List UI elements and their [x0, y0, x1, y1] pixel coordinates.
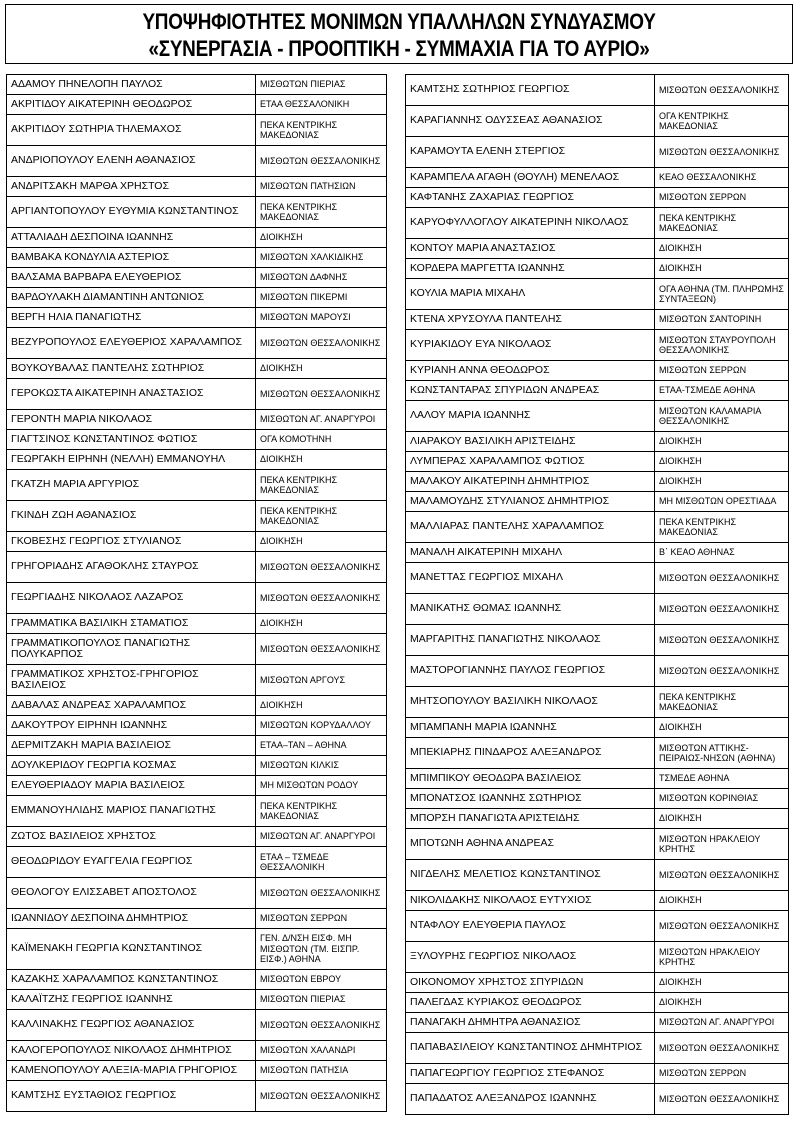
- table-row: [7, 696, 387, 716]
- table-row: [406, 942, 789, 973]
- candidate-department: ΔΙΟΙΚΗΣΗ: [256, 450, 387, 470]
- table-row: [406, 208, 789, 239]
- candidate-name: ΜΑΣΤΟΡΟΓΙΑΝΝΗΣ ΠΑΥΛΟΣ ΓΕΩΡΓΙΟΣ: [406, 656, 655, 687]
- candidates-table-right: [405, 74, 789, 1115]
- candidate-department: ΠΕΚΑ ΚΕΝΤΡΙΚΗΣ ΜΑΚΕΔΟΝΙΑΣ: [256, 501, 387, 532]
- candidate-name: ΜΑΝΕΤΤΑΣ ΓΕΩΡΓΙΟΣ ΜΙΧΑΗΛ: [406, 563, 655, 594]
- candidate-name: ΚΑΡΑΜΠΕΛΑ ΑΓΑΘΗ (ΘΟΥΛΗ) ΜΕΝΕΛΑΟΣ: [406, 168, 655, 188]
- candidate-department: ΔΙΟΙΚΗΣΗ: [655, 452, 789, 472]
- candidate-name: ΓΚΑΤΖΗ ΜΑΡΙΑ ΑΡΓΥΡΙΟΣ: [7, 470, 256, 501]
- candidate-name: ΝΤΑΦΛΟΥ ΕΛΕΥΘΕΡΙΑ ΠΑΥΛΟΣ: [406, 911, 655, 942]
- table-row: [406, 361, 789, 381]
- candidate-department: ΔΙΟΙΚΗΣΗ: [655, 973, 789, 993]
- table-row: [7, 146, 387, 177]
- candidates-table-left: [6, 74, 387, 1112]
- table-row: [406, 860, 789, 891]
- candidate-department: ΜΙΣΘΩΤΩΝ ΣΕΡΡΩΝ: [256, 909, 387, 929]
- candidate-department: ΜΙΣΘΩΤΩΝ ΑΡΓΟΥΣ: [256, 665, 387, 696]
- candidate-name: ΓΙΑΓΤΣΙΝΟΣ ΚΩΝΣΤΑΝΤΙΝΟΣ ΦΩΤΙΟΣ: [7, 430, 256, 450]
- table-row: [406, 718, 789, 738]
- title-box: [5, 4, 793, 64]
- candidate-department: ΜΙΣΘΩΤΩΝ ΘΕΣΣΑΛΟΝΙΚΗΣ: [256, 146, 387, 177]
- table-row: [406, 381, 789, 401]
- candidate-name: ΔΑΒΑΛΑΣ ΑΝΔΡΕΑΣ ΧΑΡΑΛΑΜΠΟΣ: [7, 696, 256, 716]
- table-row: [406, 769, 789, 789]
- candidate-department: ΜΙΣΘΩΤΩΝ ΘΕΣΣΑΛΟΝΙΚΗΣ: [655, 656, 789, 687]
- table-row: [7, 328, 387, 359]
- candidate-department: ΜΙΣΘΩΤΩΝ ΠΙΕΡΙΑΣ: [256, 990, 387, 1010]
- table-row: [406, 738, 789, 769]
- candidate-department: ΓΕΝ. Δ/ΝΣΗ ΕΙΣΦ. ΜΗ ΜΙΣΘΩΤΩΝ (ΤΜ. ΕΙΣΠΡ. ΕΙΣΦ.) ΑΘΗΝΑ: [256, 929, 387, 970]
- table-row: [406, 401, 789, 432]
- table-row: [7, 1061, 387, 1081]
- table-row: [406, 1084, 789, 1115]
- candidate-name: ΛΥΜΠΕΡΑΣ ΧΑΡΑΛΑΜΠΟΣ ΦΩΤΙΟΣ: [406, 452, 655, 472]
- candidate-department: ΜΙΣΘΩΤΩΝ ΚΟΡΙΝΘΙΑΣ: [655, 789, 789, 809]
- candidate-name: ΜΑΛΑΜΟΥΔΗΣ ΣΤΥΛΙΑΝΟΣ ΔΗΜΗΤΡΙΟΣ: [406, 492, 655, 512]
- table-row: [7, 308, 387, 328]
- table-row: [7, 634, 387, 665]
- candidate-name: ΚΑΖΑΚΗΣ ΧΑΡΑΛΑΜΠΟΣ ΚΩΝΣΤΑΝΤΙΝΟΣ: [7, 970, 256, 990]
- table-row: [7, 501, 387, 532]
- candidate-department: ΔΙΟΙΚΗΣΗ: [256, 228, 387, 248]
- table-row: [406, 1064, 789, 1084]
- candidate-name: ΕΜΜΑΝΟΥΗΛΙΔΗΣ ΜΑΡΙΟΣ ΠΑΝΑΓΙΩΤΗΣ: [7, 796, 256, 827]
- candidate-department: ΟΓΑ ΑΘΗΝΑ (ΤΜ. ΠΛΗΡΩΜΗΣ ΣΥΝΤΑΞΕΩΝ): [655, 279, 789, 310]
- candidate-name: ΓΕΩΡΓΙΑΔΗΣ ΝΙΚΟΛΑΟΣ ΛΑΖΑΡΟΣ: [7, 583, 256, 614]
- candidate-name: ΓΡΑΜΜΑΤΙΚΑ ΒΑΣΙΛΙΚΗ ΣΤΑΜΑΤΙΟΣ: [7, 614, 256, 634]
- candidate-name: ΚΑΪΜΕΝΑΚΗ ΓΕΩΡΓΙΑ ΚΩΝΣΤΑΝΤΙΝΟΣ: [7, 929, 256, 970]
- candidate-department: ΜΙΣΘΩΤΩΝ ΘΕΣΣΑΛΟΝΙΚΗΣ: [655, 1033, 789, 1064]
- candidate-name: ΙΩΑΝΝΙΔΟΥ ΔΕΣΠΟΙΝΑ ΔΗΜΗΤΡΙΟΣ: [7, 909, 256, 929]
- table-row: [7, 1041, 387, 1061]
- table-row: [406, 452, 789, 472]
- candidate-name: ΚΑΡΥΟΦΥΛΛΟΓΛΟΥ ΑΙΚΑΤΕΡΙΝΗ ΝΙΚΟΛΑΟΣ: [406, 208, 655, 239]
- candidate-department: ΜΙΣΘΩΤΩΝ ΘΕΣΣΑΛΟΝΙΚΗΣ: [256, 552, 387, 583]
- candidate-department: ΜΙΣΘΩΤΩΝ ΑΤΤΙΚΗΣ-ΠΕΙΡΑΙΩΣ-ΝΗΣΩΝ (ΑΘΗΝΑ): [655, 738, 789, 769]
- candidate-department: ΜΙΣΘΩΤΩΝ ΣΕΡΡΩΝ: [655, 1064, 789, 1084]
- table-row: [7, 796, 387, 827]
- candidate-department: ΜΙΣΘΩΤΩΝ ΜΑΡΟΥΣΙ: [256, 308, 387, 328]
- candidate-department: ΤΣΜΕΔΕ ΑΘΗΝΑ: [655, 769, 789, 789]
- candidate-department: ΔΙΟΙΚΗΣΗ: [256, 359, 387, 379]
- table-row: [406, 75, 789, 106]
- title-line-1: ΥΠΟΨΗΦΙΟΤΗΤΕΣ ΜΟΝΙΜΩΝ ΥΠΑΛΛΗΛΩΝ ΣΥΝΔΥΑΣΜΟΥ: [142, 9, 656, 34]
- candidate-name: ΒΑΜΒΑΚΑ ΚΟΝΔΥΛΙΑ ΑΣΤΕΡΙΟΣ: [7, 248, 256, 268]
- table-row: [406, 625, 789, 656]
- candidate-name: ΛΑΛΟΥ ΜΑΡΙΑ ΙΩΑΝΝΗΣ: [406, 401, 655, 432]
- table-row: [7, 552, 387, 583]
- candidate-department: ΔΙΟΙΚΗΣΗ: [655, 432, 789, 452]
- table-row: [7, 95, 387, 115]
- candidate-name: ΜΠΟΝΑΤΣΟΣ ΙΩΑΝΝΗΣ ΣΩΤΗΡΙΟΣ: [406, 789, 655, 809]
- candidate-name: ΒΕΡΓΗ ΗΛΙΑ ΠΑΝΑΓΙΩΤΗΣ: [7, 308, 256, 328]
- candidate-department: ΜΙΣΘΩΤΩΝ ΧΑΛΑΝΔΡΙ: [256, 1041, 387, 1061]
- table-row: [406, 188, 789, 208]
- candidate-department: ΠΕΚΑ ΚΕΝΤΡΙΚΗΣ ΜΑΚΕΔΟΝΙΑΣ: [256, 115, 387, 146]
- candidate-department: ΜΙΣΘΩΤΩΝ ΕΒΡΟΥ: [256, 970, 387, 990]
- candidate-name: ΓΡΑΜΜΑΤΙΚΟΣ ΧΡΗΣΤΟΣ-ΓΡΗΓΟΡΙΟΣ ΒΑΣΙΛΕΙΟΣ: [7, 665, 256, 696]
- candidate-name: ΜΠΕΚΙΑΡΗΣ ΠΙΝΔΑΡΟΣ ΑΛΕΞΑΝΔΡΟΣ: [406, 738, 655, 769]
- candidate-name: ΚΥΡΙΑΝΗ ΑΝΝΑ ΘΕΟΔΩΡΟΣ: [406, 361, 655, 381]
- candidate-department: Β΄ ΚΕΑΟ ΑΘΗΝΑΣ: [655, 543, 789, 563]
- candidate-name: ΓΚΙΝΔΗ ΖΩΗ ΑΘΑΝΑΣΙΟΣ: [7, 501, 256, 532]
- candidate-department: ΜΙΣΘΩΤΩΝ ΠΙΕΡΙΑΣ: [256, 75, 387, 95]
- table-row: [7, 990, 387, 1010]
- table-row: [7, 359, 387, 379]
- table-row: [7, 665, 387, 696]
- candidate-name: ΑΔΑΜΟΥ ΠΗΝΕΛΟΠΗ ΠΑΥΛΟΣ: [7, 75, 256, 95]
- candidate-department: ΕΤΑΑ – ΤΣΜΕΔΕ ΘΕΣΣΑΛΟΝΙΚΗ: [256, 847, 387, 878]
- candidate-name: ΓΕΡΟΝΤΗ ΜΑΡΙΑ ΝΙΚΟΛΑΟΣ: [7, 410, 256, 430]
- table-row: [7, 909, 387, 929]
- candidate-name: ΓΚΟΒΕΣΗΣ ΓΕΩΡΓΙΟΣ ΣΤΥΛΙΑΝΟΣ: [7, 532, 256, 552]
- candidate-name: ΑΡΓΙΑΝΤΟΠΟΥΛΟΥ ΕΥΘΥΜΙΑ ΚΩΝΣΤΑΝΤΙΝΟΣ: [7, 197, 256, 228]
- candidate-name: ΚΑΡΑΓΙΑΝΝΗΣ ΟΔΥΣΣΕΑΣ ΑΘΑΝΑΣΙΟΣ: [406, 106, 655, 137]
- candidate-department: ΠΕΚΑ ΚΕΝΤΡΙΚΗΣ ΜΑΚΕΔΟΝΙΑΣ: [256, 197, 387, 228]
- candidate-department: ΜΙΣΘΩΤΩΝ ΣΤΑΥΡΟΥΠΟΛΗ ΘΕΣΣΑΛΟΝΙΚΗΣ: [655, 330, 789, 361]
- candidate-name: ΓΕΡΟΚΩΣΤΑ ΑΙΚΑΤΕΡΙΝΗ ΑΝΑΣΤΑΣΙΟΣ: [7, 379, 256, 410]
- title-line-2: «ΣΥΝΕΡΓΑΣΙΑ - ΠΡΟΟΠΤΙΚΗ - ΣΥΜΜΑΧΙΑ ΓΙΑ ΤΟ ΑΥΡΙΟ»: [148, 36, 650, 61]
- candidate-department: ΕΤΑΑ-ΤΣΜΕΔΕ ΑΘΗΝΑ: [655, 381, 789, 401]
- candidate-department: ΜΙΣΘΩΤΩΝ ΗΡΑΚΛΕΙΟΥ ΚΡΗΤΗΣ: [655, 829, 789, 860]
- candidate-department: ΔΙΟΙΚΗΣΗ: [256, 532, 387, 552]
- candidate-department: ΜΙΣΘΩΤΩΝ ΑΓ. ΑΝΑΡΓΥΡΟΙ: [256, 827, 387, 847]
- candidate-department: ΜΙΣΘΩΤΩΝ ΘΕΣΣΑΛΟΝΙΚΗΣ: [256, 1081, 387, 1112]
- candidate-name: ΚΩΝΣΤΑΝΤΑΡΑΣ ΣΠΥΡΙΔΩΝ ΑΝΔΡΕΑΣ: [406, 381, 655, 401]
- candidate-department: ΔΙΟΙΚΗΣΗ: [655, 472, 789, 492]
- table-row: [7, 756, 387, 776]
- table-row: [406, 656, 789, 687]
- table-row: [7, 1081, 387, 1112]
- candidate-name: ΘΕΟΛΟΓΟΥ ΕΛΙΣΣΑΒΕΤ ΑΠΟΣΤΟΛΟΣ: [7, 878, 256, 909]
- candidate-name: ΒΑΡΔΟΥΛΑΚΗ ΔΙΑΜΑΝΤΙΝΗ ΑΝΤΩΝΙΟΣ: [7, 288, 256, 308]
- candidate-department: ΜΙΣΘΩΤΩΝ ΠΑΤΗΣΙΩΝ: [256, 177, 387, 197]
- candidate-name: ΜΠΟΡΣΗ ΠΑΝΑΓΙΩΤΑ ΑΡΙΣΤΕΙΔΗΣ: [406, 809, 655, 829]
- table-row: [7, 450, 387, 470]
- candidate-name: ΜΑΝΑΛΗ ΑΙΚΑΤΕΡΙΝΗ ΜΙΧΑΗΛ: [406, 543, 655, 563]
- table-row: [7, 75, 387, 95]
- candidate-name: ΚΟΝΤΟΥ ΜΑΡΙΑ ΑΝΑΣΤΑΣΙΟΣ: [406, 239, 655, 259]
- candidate-name: ΝΙΚΟΛΙΔΑΚΗΣ ΝΙΚΟΛΑΟΣ ΕΥΤΥΧΙΟΣ: [406, 891, 655, 911]
- candidate-department: ΔΙΟΙΚΗΣΗ: [256, 696, 387, 716]
- candidate-name: ΘΕΟΔΩΡΙΔΟΥ ΕΥΑΓΓΕΛΙΑ ΓΕΩΡΓΙΟΣ: [7, 847, 256, 878]
- candidate-name: ΠΑΠΑΒΑΣΙΛΕΙΟΥ ΚΩΝΣΤΑΝΤΙΝΟΣ ΔΗΜΗΤΡΙΟΣ: [406, 1033, 655, 1064]
- candidate-department: ΜΙΣΘΩΤΩΝ ΗΡΑΚΛΕΙΟΥ ΚΡΗΤΗΣ: [655, 942, 789, 973]
- table-row: [7, 776, 387, 796]
- table-row: [406, 911, 789, 942]
- candidate-department: ΜΙΣΘΩΤΩΝ ΘΕΣΣΑΛΟΝΙΚΗΣ: [256, 328, 387, 359]
- table-row: [406, 259, 789, 279]
- candidate-name: ΑΝΔΡΙΤΣΑΚΗ ΜΑΡΘΑ ΧΡΗΣΤΟΣ: [7, 177, 256, 197]
- candidate-name: ΚΟΡΔΕΡΑ ΜΑΡΓΕΤΤΑ ΙΩΑΝΝΗΣ: [406, 259, 655, 279]
- candidate-department: ΟΓΑ ΚΟΜΟΤΗΝΗ: [256, 430, 387, 450]
- candidate-name: ΑΤΤΑΛΙΑΔΗ ΔΕΣΠΟΙΝΑ ΙΩΑΝΝΗΣ: [7, 228, 256, 248]
- table-row: [406, 829, 789, 860]
- candidate-department: ΠΕΚΑ ΚΕΝΤΡΙΚΗΣ ΜΑΚΕΔΟΝΙΑΣ: [256, 470, 387, 501]
- candidate-name: ΜΠΟΤΩΝΗ ΑΘΗΝΑ ΑΝΔΡΕΑΣ: [406, 829, 655, 860]
- candidate-department: ΠΕΚΑ ΚΕΝΤΡΙΚΗΣ ΜΑΚΕΔΟΝΙΑΣ: [655, 208, 789, 239]
- candidate-department: ΜΙΣΘΩΤΩΝ ΔΑΦΝΗΣ: [256, 268, 387, 288]
- candidate-department: ΜΙΣΘΩΤΩΝ ΣΕΡΡΩΝ: [655, 361, 789, 381]
- table-row: [406, 168, 789, 188]
- table-row: [7, 410, 387, 430]
- table-row: [406, 279, 789, 310]
- candidate-department: ΜΙΣΘΩΤΩΝ ΘΕΣΣΑΛΟΝΙΚΗΣ: [256, 583, 387, 614]
- candidate-department: ΜΙΣΘΩΤΩΝ ΧΑΛΚΙΔΙΚΗΣ: [256, 248, 387, 268]
- candidate-department: ΜΙΣΘΩΤΩΝ ΘΕΣΣΑΛΟΝΙΚΗΣ: [655, 563, 789, 594]
- candidate-name: ΚΑΜΤΣΗΣ ΣΩΤΗΡΙΟΣ ΓΕΩΡΓΙΟΣ: [406, 75, 655, 106]
- table-row: [406, 891, 789, 911]
- candidate-name: ΜΗΤΣΟΠΟΥΛΟΥ ΒΑΣΙΛΙΚΗ ΝΙΚΟΛΑΟΣ: [406, 687, 655, 718]
- table-row: [406, 239, 789, 259]
- table-row: [406, 563, 789, 594]
- candidate-name: ΑΚΡΙΤΙΔΟΥ ΣΩΤΗΡΙΑ ΤΗΛΕΜΑΧΟΣ: [7, 115, 256, 146]
- candidate-department: ΕΤΑΑ–ΤΑΝ – ΑΘΗΝΑ: [256, 736, 387, 756]
- candidate-department: ΜΙΣΘΩΤΩΝ ΘΕΣΣΑΛΟΝΙΚΗΣ: [655, 860, 789, 891]
- table-row: [7, 847, 387, 878]
- table-row: [7, 248, 387, 268]
- candidate-name: ΜΑΛΑΚΟΥ ΑΙΚΑΤΕΡΙΝΗ ΔΗΜΗΤΡΙΟΣ: [406, 472, 655, 492]
- candidate-department: ΕΤΑΑ ΘΕΣΣΑΛΟΝΙΚΗ: [256, 95, 387, 115]
- candidate-department: ΜΙΣΘΩΤΩΝ ΘΕΣΣΑΛΟΝΙΚΗΣ: [655, 137, 789, 168]
- candidate-name: ΓΕΩΡΓΑΚΗ ΕΙΡΗΝΗ (ΝΕΛΛΗ) ΕΜΜΑΝΟΥΗΛ: [7, 450, 256, 470]
- table-row: [406, 512, 789, 543]
- candidate-name: ΚΟΥΛΙΑ ΜΑΡΙΑ ΜΙΧΑΗΛ: [406, 279, 655, 310]
- table-row: [7, 716, 387, 736]
- candidate-name: ΚΑΛΑΪΤΖΗΣ ΓΕΩΡΓΙΟΣ ΙΩΑΝΝΗΣ: [7, 990, 256, 1010]
- candidate-department: ΔΙΟΙΚΗΣΗ: [655, 239, 789, 259]
- table-row: [406, 137, 789, 168]
- candidate-department: ΜΙΣΘΩΤΩΝ ΚΟΡΥΔΑΛΛΟΥ: [256, 716, 387, 736]
- candidate-department: ΜΙΣΘΩΤΩΝ ΠΙΚΕΡΜΙ: [256, 288, 387, 308]
- candidate-name: ΒΕΖΥΡΟΠΟΥΛΟΣ ΕΛΕΥΘΕΡΙΟΣ ΧΑΡΑΛΑΜΠΟΣ: [7, 328, 256, 359]
- candidate-department: ΔΙΟΙΚΗΣΗ: [655, 259, 789, 279]
- candidate-name: ΠΑΛΕΓΔΑΣ ΚΥΡΙΑΚΟΣ ΘΕΟΔΩΡΟΣ: [406, 993, 655, 1013]
- table-row: [406, 809, 789, 829]
- candidate-name: ΚΑΡΑΜΟΥΤΑ ΕΛΕΝΗ ΣΤΕΡΓΙΟΣ: [406, 137, 655, 168]
- table-row: [406, 543, 789, 563]
- candidate-name: ΔΕΡΜΙΤΖΑΚΗ ΜΑΡΙΑ ΒΑΣΙΛΕΙΟΣ: [7, 736, 256, 756]
- candidate-department: ΜΙΣΘΩΤΩΝ ΑΓ. ΑΝΑΡΓΥΡΟΙ: [655, 1013, 789, 1033]
- candidate-department: ΜΗ ΜΙΣΘΩΤΩΝ ΡΟΔΟΥ: [256, 776, 387, 796]
- candidate-name: ΔΟΥΛΚΕΡΙΔΟΥ ΓΕΩΡΓΙΑ ΚΟΣΜΑΣ: [7, 756, 256, 776]
- candidate-department: ΔΙΟΙΚΗΣΗ: [655, 718, 789, 738]
- candidate-name: ΚΑΛΟΓΕΡΟΠΟΥΛΟΣ ΝΙΚΟΛΑΟΣ ΔΗΜΗΤΡΙΟΣ: [7, 1041, 256, 1061]
- candidate-department: ΜΙΣΘΩΤΩΝ ΘΕΣΣΑΛΟΝΙΚΗΣ: [256, 379, 387, 410]
- candidate-name: ΜΑΛΛΙΑΡΑΣ ΠΑΝΤΕΛΗΣ ΧΑΡΑΛΑΜΠΟΣ: [406, 512, 655, 543]
- candidate-name: ΖΩΤΟΣ ΒΑΣΙΛΕΙΟΣ ΧΡΗΣΤΟΣ: [7, 827, 256, 847]
- candidate-name: ΚΑΜΤΣΗΣ ΕΥΣΤΑΘΙΟΣ ΓΕΩΡΓΙΟΣ: [7, 1081, 256, 1112]
- table-row: [7, 736, 387, 756]
- table-row: [7, 827, 387, 847]
- table-row: [406, 687, 789, 718]
- table-row: [406, 1033, 789, 1064]
- table-row: [7, 379, 387, 410]
- table-row: [406, 594, 789, 625]
- table-row: [7, 583, 387, 614]
- table-row: [406, 472, 789, 492]
- candidate-name: ΓΡΗΓΟΡΙΑΔΗΣ ΑΓΑΘΟΚΛΗΣ ΣΤΑΥΡΟΣ: [7, 552, 256, 583]
- table-row: [406, 973, 789, 993]
- table-row: [7, 1010, 387, 1041]
- candidate-department: ΜΙΣΘΩΤΩΝ ΘΕΣΣΑΛΟΝΙΚΗΣ: [256, 634, 387, 665]
- candidate-name: ΚΥΡΙΑΚΙΔΟΥ ΕΥΑ ΝΙΚΟΛΑΟΣ: [406, 330, 655, 361]
- candidate-department: ΜΙΣΘΩΤΩΝ ΣΕΡΡΩΝ: [655, 188, 789, 208]
- candidate-name: ΜΠΑΜΠΑΝΗ ΜΑΡΙΑ ΙΩΑΝΝΗΣ: [406, 718, 655, 738]
- candidate-name: ΔΑΚΟΥΤΡΟΥ ΕΙΡΗΝΗ ΙΩΑΝΝΗΣ: [7, 716, 256, 736]
- candidate-department: ΜΙΣΘΩΤΩΝ ΘΕΣΣΑΛΟΝΙΚΗΣ: [655, 1084, 789, 1115]
- table-row: [406, 1013, 789, 1033]
- candidate-department: ΜΙΣΘΩΤΩΝ ΘΕΣΣΑΛΟΝΙΚΗΣ: [655, 625, 789, 656]
- candidate-department: ΠΕΚΑ ΚΕΝΤΡΙΚΗΣ ΜΑΚΕΔΟΝΙΑΣ: [655, 687, 789, 718]
- candidate-department: ΜΙΣΘΩΤΩΝ ΘΕΣΣΑΛΟΝΙΚΗΣ: [256, 1010, 387, 1041]
- candidate-name: ΚΑΦΤΑΝΗΣ ΖΑΧΑΡΙΑΣ ΓΕΩΡΓΙΟΣ: [406, 188, 655, 208]
- candidate-name: ΜΑΡΓΑΡΙΤΗΣ ΠΑΝΑΓΙΩΤΗΣ ΝΙΚΟΛΑΟΣ: [406, 625, 655, 656]
- candidate-name: ΑΝΔΡΙΟΠΟΥΛΟΥ ΕΛΕΝΗ ΑΘΑΝΑΣΙΟΣ: [7, 146, 256, 177]
- candidate-name: ΚΤΕΝΑ ΧΡΥΣΟΥΛΑ ΠΑΝΤΕΛΗΣ: [406, 310, 655, 330]
- candidate-name: ΠΑΠΑΓΕΩΡΓΙΟΥ ΓΕΩΡΓΙΟΣ ΣΤΕΦΑΝΟΣ: [406, 1064, 655, 1084]
- candidate-name: ΕΛΕΥΘΕΡΙΑΔΟΥ ΜΑΡΙΑ ΒΑΣΙΛΕΙΟΣ: [7, 776, 256, 796]
- candidate-department: ΜΗ ΜΙΣΘΩΤΩΝ ΟΡΕΣΤΙΑΔΑ: [655, 492, 789, 512]
- table-row: [406, 310, 789, 330]
- candidate-department: ΔΙΟΙΚΗΣΗ: [256, 614, 387, 634]
- table-row: [7, 614, 387, 634]
- candidate-name: ΠΑΠΑΔΑΤΟΣ ΑΛΕΞΑΝΔΡΟΣ ΙΩΑΝΝΗΣ: [406, 1084, 655, 1115]
- candidate-department: ΔΙΟΙΚΗΣΗ: [655, 809, 789, 829]
- candidate-department: ΜΙΣΘΩΤΩΝ ΘΕΣΣΑΛΟΝΙΚΗΣ: [655, 911, 789, 942]
- table-row: [7, 430, 387, 450]
- candidate-department: ΜΙΣΘΩΤΩΝ ΘΕΣΣΑΛΟΝΙΚΗΣ: [256, 878, 387, 909]
- table-row: [7, 288, 387, 308]
- table-row: [406, 789, 789, 809]
- candidate-department: ΔΙΟΙΚΗΣΗ: [655, 993, 789, 1013]
- table-row: [406, 492, 789, 512]
- candidate-department: ΔΙΟΙΚΗΣΗ: [655, 891, 789, 911]
- candidate-name: ΒΑΛΣΑΜΑ ΒΑΡΒΑΡΑ ΕΛΕΥΘΕΡΙΟΣ: [7, 268, 256, 288]
- candidate-name: ΟΙΚΟΝΟΜΟΥ ΧΡΗΣΤΟΣ ΣΠΥΡΙΔΩΝ: [406, 973, 655, 993]
- table-row: [406, 432, 789, 452]
- candidate-name: ΛΙΑΡΑΚΟΥ ΒΑΣΙΛΙΚΗ ΑΡΙΣΤΕΙΔΗΣ: [406, 432, 655, 452]
- candidate-department: ΠΕΚΑ ΚΕΝΤΡΙΚΗΣ ΜΑΚΕΔΟΝΙΑΣ: [256, 796, 387, 827]
- candidate-department: ΜΙΣΘΩΤΩΝ ΚΑΛΑΜΑΡΙΑ ΘΕΣΣΑΛΟΝΙΚΗΣ: [655, 401, 789, 432]
- candidate-department: ΠΕΚΑ ΚΕΝΤΡΙΚΗΣ ΜΑΚΕΔΟΝΙΑΣ: [655, 512, 789, 543]
- candidate-name: ΑΚΡΙΤΙΔΟΥ ΑΙΚΑΤΕΡΙΝΗ ΘΕΟΔΩΡΟΣ: [7, 95, 256, 115]
- candidate-name: ΞΥΛΟΥΡΗΣ ΓΕΩΡΓΙΟΣ ΝΙΚΟΛΑΟΣ: [406, 942, 655, 973]
- candidate-department: ΜΙΣΘΩΤΩΝ ΣΑΝΤΟΡΙΝΗ: [655, 310, 789, 330]
- candidate-name: ΝΙΓΔΕΛΗΣ ΜΕΛΕΤΙΟΣ ΚΩΝΣΤΑΝΤΙΝΟΣ: [406, 860, 655, 891]
- candidate-name: ΠΑΝΑΓΑΚΗ ΔΗΜΗΤΡΑ ΑΘΑΝΑΣΙΟΣ: [406, 1013, 655, 1033]
- table-row: [7, 268, 387, 288]
- table-row: [406, 330, 789, 361]
- candidate-name: ΚΑΜΕΝΟΠΟΥΛΟΥ ΑΛΕΞΙΑ-ΜΑΡΙΑ ΓΡΗΓΟΡΙΟΣ: [7, 1061, 256, 1081]
- candidate-name: ΚΑΛΛΙΝΑΚΗΣ ΓΕΩΡΓΙΟΣ ΑΘΑΝΑΣΙΟΣ: [7, 1010, 256, 1041]
- table-row: [7, 532, 387, 552]
- table-row: [7, 115, 387, 146]
- table-row: [406, 993, 789, 1013]
- candidate-name: ΓΡΑΜΜΑΤΙΚΟΠΟΥΛΟΣ ΠΑΝΑΓΙΩΤΗΣ ΠΟΛΥΚΑΡΠΟΣ: [7, 634, 256, 665]
- table-row: [7, 470, 387, 501]
- candidate-department: ΜΙΣΘΩΤΩΝ ΚΙΛΚΙΣ: [256, 756, 387, 776]
- table-row: [406, 106, 789, 137]
- candidate-department: ΚΕΑΟ ΘΕΣΣΑΛΟΝΙΚΗΣ: [655, 168, 789, 188]
- table-row: [7, 970, 387, 990]
- candidate-department: ΜΙΣΘΩΤΩΝ ΑΓ. ΑΝΑΡΓΥΡΟΙ: [256, 410, 387, 430]
- candidate-name: ΒΟΥΚΟΥΒΑΛΑΣ ΠΑΝΤΕΛΗΣ ΣΩΤΗΡΙΟΣ: [7, 359, 256, 379]
- candidate-department: ΜΙΣΘΩΤΩΝ ΠΑΤΗΣΙΑ: [256, 1061, 387, 1081]
- table-row: [7, 197, 387, 228]
- candidate-department: ΜΙΣΘΩΤΩΝ ΘΕΣΣΑΛΟΝΙΚΗΣ: [655, 594, 789, 625]
- candidate-name: ΜΠΙΜΠΙΚΟΥ ΘΕΟΔΩΡΑ ΒΑΣΙΛΕΙΟΣ: [406, 769, 655, 789]
- table-row: [7, 929, 387, 970]
- candidate-department: ΜΙΣΘΩΤΩΝ ΘΕΣΣΑΛΟΝΙΚΗΣ: [655, 75, 789, 106]
- table-row: [7, 177, 387, 197]
- candidate-name: ΜΑΝΙΚΑΤΗΣ ΘΩΜΑΣ ΙΩΑΝΝΗΣ: [406, 594, 655, 625]
- table-row: [7, 878, 387, 909]
- table-row: [7, 228, 387, 248]
- candidate-department: ΟΓΑ ΚΕΝΤΡΙΚΗΣ ΜΑΚΕΔΟΝΙΑΣ: [655, 106, 789, 137]
